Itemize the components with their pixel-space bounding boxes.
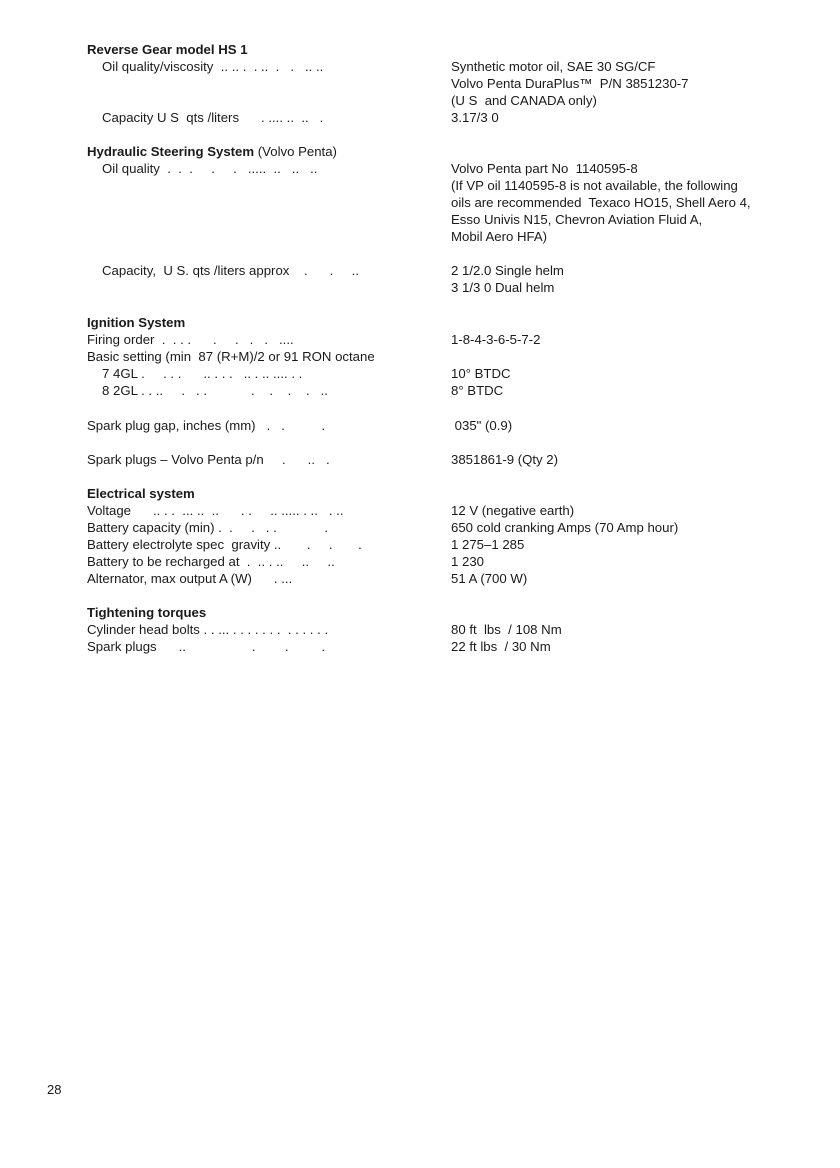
battery-capacity-label: Battery capacity (min) . . . . . . xyxy=(87,520,329,535)
hydraulic-capacity-value: 2 1/2.0 Single helm xyxy=(451,263,564,278)
spark-plugs-pn-value: 3851861-9 (Qty 2) xyxy=(451,452,559,467)
setting-74gl-value: 10° BTDC xyxy=(451,366,511,381)
spark-plug-gap-label: Spark plug gap, inches (mm) . . . xyxy=(87,418,326,433)
setting-74gl-label: 7 4GL . . . . .. . . . .. . .. .... . . xyxy=(102,366,303,381)
reverse-gear-oil-value: Volvo Penta DuraPlus™ P/N 3851230-7 xyxy=(451,76,689,91)
hydraulic-steering-heading-bold: Hydraulic Steering System xyxy=(87,144,255,159)
recharge-label: Battery to be recharged at . .. . .. .. .. xyxy=(87,554,335,569)
hydraulic-oil-value: oils are recommended Texaco HO15, Shell Aero 4, xyxy=(451,195,751,210)
hydraulic-capacity-label: Capacity, U S. qts /liters approx . . .. xyxy=(102,263,359,278)
cylinder-head-label: Cylinder head bolts . . ... . . . . . . . . . . . . . xyxy=(87,622,329,637)
recharge-value: 1 230 xyxy=(451,554,485,569)
spark-plugs-torque-value: 22 ft lbs / 30 Nm xyxy=(451,639,551,654)
electrical-heading: Electrical system xyxy=(87,486,195,501)
hydraulic-capacity-value: 3 1/3 0 Dual helm xyxy=(451,280,555,295)
page-number: 28 xyxy=(47,1082,62,1097)
basic-setting-label: Basic setting (min 87 (R+M)/2 or 91 RON octane xyxy=(87,349,375,364)
spark-plugs-pn-label: Spark plugs – Volvo Penta p/n . .. . xyxy=(87,452,330,467)
alternator-label: Alternator, max output A (W) . ... xyxy=(87,571,293,586)
hydraulic-oil-value: (If VP oil 1140595-8 is not available, the following xyxy=(451,178,738,193)
hydraulic-oil-value: Volvo Penta part No 1140595-8 xyxy=(451,161,638,176)
ignition-heading: Ignition System xyxy=(87,315,186,330)
alternator-value: 51 A (700 W) xyxy=(451,571,528,586)
hydraulic-oil-label: Oil quality . . . . . ..... .. .. .. xyxy=(102,161,318,176)
electrolyte-label: Battery electrolyte spec gravity .. . . . xyxy=(87,537,362,552)
spark-plug-gap-value: 035" (0.9) xyxy=(451,418,513,433)
hydraulic-steering-heading-normal: (Volvo Penta) xyxy=(254,144,337,159)
reverse-gear-oil-value: (U S and CANADA only) xyxy=(451,93,597,108)
hydraulic-oil-value: Mobil Aero HFA) xyxy=(451,229,548,244)
reverse-gear-capacity-label: Capacity U S qts /liters . .... .. .. . xyxy=(102,110,324,125)
battery-capacity-value: 650 cold cranking Amps (70 Amp hour) xyxy=(451,520,679,535)
spark-plugs-torque-label: Spark plugs .. . . . xyxy=(87,639,326,654)
hydraulic-steering-heading xyxy=(87,144,337,161)
hydraulic-oil-value: Esso Univis N15, Chevron Aviation Fluid A, xyxy=(451,212,703,227)
voltage-label: Voltage .. . . ... .. .. . . .. ..... . .. . .. xyxy=(87,503,344,518)
setting-82gl-value: 8° BTDC xyxy=(451,383,504,398)
cylinder-head-value: 80 ft lbs / 108 Nm xyxy=(451,622,562,637)
firing-order-label: Firing order . . . . . . . . .... xyxy=(87,332,294,347)
reverse-gear-oil-value: Synthetic motor oil, SAE 30 SG/CF xyxy=(451,59,656,74)
electrolyte-value: 1 275–1 285 xyxy=(451,537,525,552)
reverse-gear-oil-label: Oil quality/viscosity .. .. . . .. . . .. .. xyxy=(102,59,324,74)
voltage-value: 12 V (negative earth) xyxy=(451,503,575,518)
reverse-gear-heading: Reverse Gear model HS 1 xyxy=(87,42,248,57)
firing-order-value: 1-8-4-3-6-5-7-2 xyxy=(451,332,541,347)
reverse-gear-capacity-value: 3.17/3 0 xyxy=(451,110,499,125)
torques-heading: Tightening torques xyxy=(87,605,207,620)
setting-82gl-label: 8 2GL . . .. . . . . . . . .. xyxy=(102,383,328,398)
